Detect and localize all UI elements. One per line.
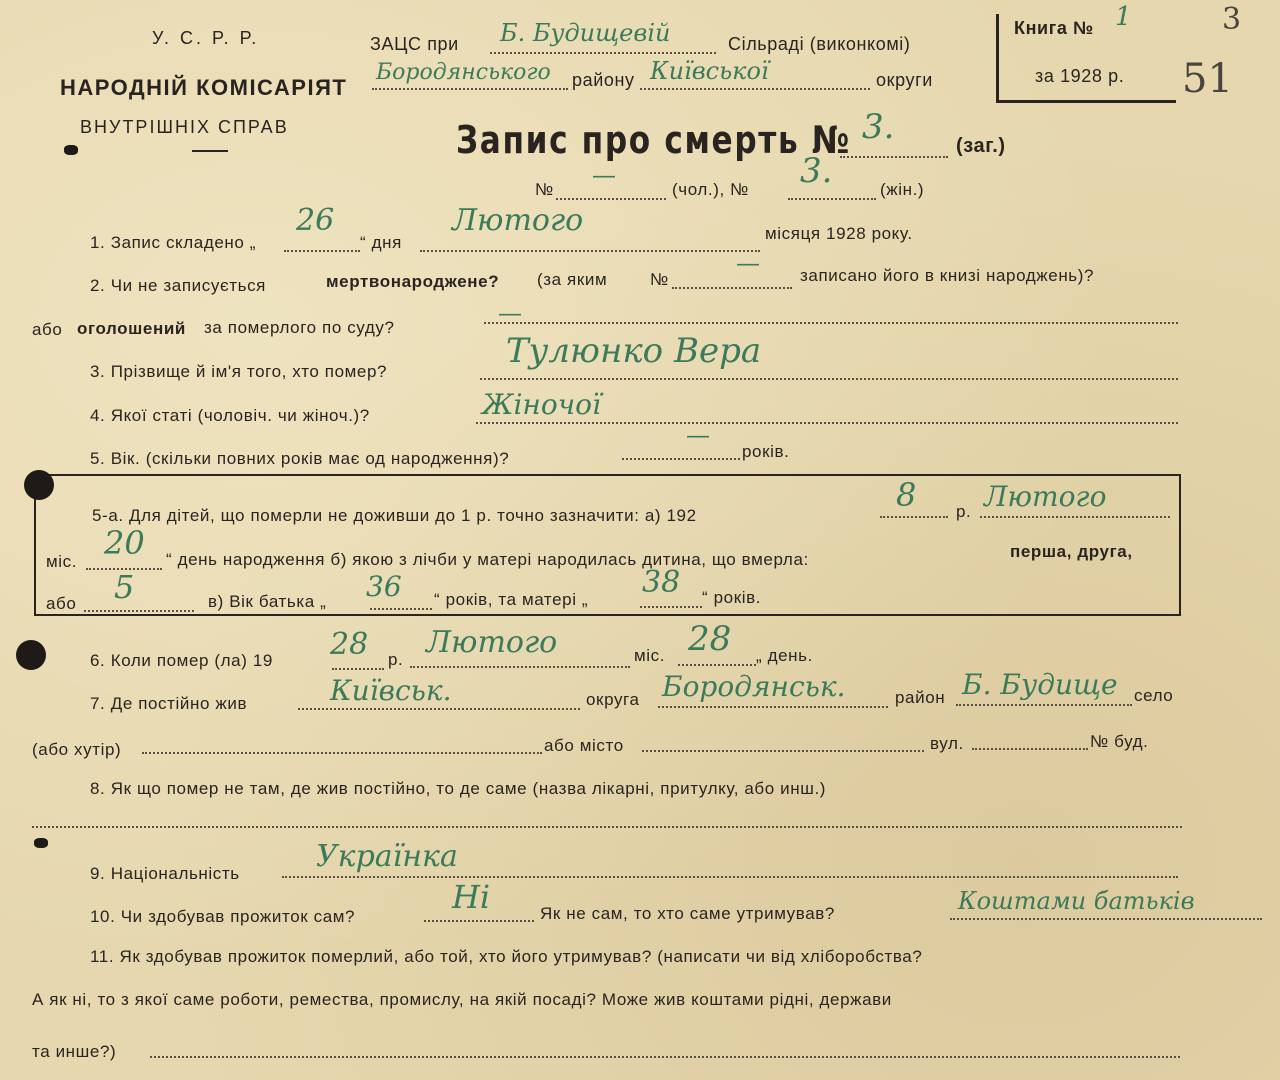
field6-c: міс.: [634, 646, 666, 665]
field1-b: “ дня: [360, 233, 402, 252]
punch-hole-upper: [24, 470, 54, 500]
book-label: Книга №: [1014, 18, 1094, 38]
book-number-handwritten: 1: [1115, 2, 1132, 32]
field10-who-handwritten: Коштами батьків: [958, 887, 1195, 915]
field6-month-line: [410, 666, 630, 668]
zags-line: [490, 52, 716, 54]
field5a3-b: в) Вік батька „: [208, 592, 327, 611]
field11-line: [150, 1056, 1180, 1058]
field7-okruga-handwritten: Київськ.: [330, 674, 452, 707]
field5a-month-line: [980, 516, 1170, 518]
field5a2-a: міс.: [46, 552, 78, 571]
field10-handwritten: Ні: [452, 878, 491, 916]
field5a3-mother-line: [640, 606, 702, 608]
field5a-year-handwritten: 8: [896, 476, 917, 514]
zags-prefix: ЗАЦС при: [370, 34, 459, 54]
book-box-bottom: [996, 100, 1176, 103]
ministry-title: НАРОДНІЙ КОМІСАРІЯТ: [60, 75, 348, 100]
field1-month-handwritten: Лютого: [452, 203, 584, 238]
field2b-line: [484, 322, 1178, 324]
field6-year-line: [332, 668, 384, 670]
field7-raion-handwritten: Бородянськ.: [662, 670, 846, 703]
field6-d: „ день.: [756, 646, 813, 665]
field7-b: округа: [586, 690, 640, 709]
field6-month-handwritten: Лютого: [426, 625, 558, 660]
field2-e: записано його в книзі народжень)?: [800, 266, 1095, 285]
ink-blot-bottom: [34, 838, 48, 848]
book-box-left: [996, 14, 999, 102]
field10-line: [424, 920, 534, 922]
field7b-hutir-line: [142, 752, 542, 754]
field6-b: р.: [388, 650, 404, 669]
field5a2-day-handwritten: 20: [104, 524, 145, 562]
field7-raion-line: [658, 706, 888, 708]
raion-line: [372, 88, 568, 90]
field3-label: 3. Прізвище й ім'я того, хто помер?: [90, 362, 388, 381]
field5a3-father-handwritten: 36: [366, 570, 402, 603]
field1-c: місяця 1928 року.: [765, 224, 913, 243]
field2b-a: або: [32, 320, 63, 339]
field8-line: [32, 826, 1182, 828]
field5a3-c: “ років, та матері „: [434, 590, 589, 609]
field5a3-mother-handwritten: 38: [642, 565, 681, 600]
record-number-line: [840, 156, 948, 158]
field11-b: А як ні, то з якої саме роботи, ремества, промислу, на якій посаді? Може жив коштами рідні, держави: [32, 990, 892, 1009]
raion-handwritten: Бородянського: [376, 60, 551, 85]
field2b-c: за померлого по суду?: [204, 318, 395, 337]
field5-line: [622, 458, 740, 460]
field11-a: 11. Як здобував прожиток померлий, або той, хто його утримував? (написати чи від хліборобства?: [90, 947, 923, 966]
field7-a: 7. Де постійно жив: [90, 694, 248, 713]
field9-line: [282, 876, 1178, 878]
book-year: за 1928 р.: [1035, 66, 1125, 86]
field9-label: 9. Національність: [90, 864, 240, 883]
okruga-label: округи: [876, 70, 933, 90]
field7b-city-line: [642, 750, 924, 752]
male-no-label: №: [535, 180, 554, 199]
pencil-mark-top: 3: [1222, 2, 1242, 37]
field7b-c: вул.: [930, 734, 964, 753]
field7b-b: або місто: [544, 736, 624, 755]
field7-c: район: [895, 688, 946, 707]
ink-blot-top: [64, 145, 78, 155]
field1-month-line: [420, 250, 760, 252]
field4-label: 4. Якої статі (чоловіч. чи жіноч.)?: [90, 406, 370, 425]
field1-day-handwritten: 26: [296, 203, 335, 238]
field2b-b: оголошений: [77, 319, 186, 338]
field5-suffix: років.: [742, 442, 790, 461]
ministry-subtitle: ВНУТРІШНІХ СПРАВ: [80, 117, 289, 137]
female-line: [788, 198, 876, 200]
header-divider: [192, 150, 228, 152]
field5a-month-handwritten: Лютого: [984, 480, 1107, 513]
field7-okruga-line: [298, 708, 580, 710]
punch-hole-lower: [16, 640, 46, 670]
okruga-line: [640, 88, 870, 90]
field5-label: 5. Вік. (скільки повних років має од народження)?: [90, 449, 510, 468]
field10-a: 10. Чи здобував прожиток сам?: [90, 907, 356, 926]
field5a2-c: перша, друга,: [1010, 542, 1133, 561]
field2-d: №: [650, 270, 669, 289]
field5a3-handwritten: 5: [114, 568, 135, 606]
field1-day-line: [284, 250, 360, 252]
field6-year-handwritten: 28: [330, 627, 369, 662]
male-handwritten: —: [592, 161, 616, 189]
ussr-header: У. С. Р. Р.: [152, 28, 260, 48]
field2-handwritten: —: [736, 249, 760, 277]
field9-handwritten: Українка: [316, 839, 458, 874]
field5a-a: 5-а. Для дітей, що померли не доживши до 1 р. точно зазначити: а) 192: [92, 506, 697, 525]
field5a3-d: “ років.: [702, 588, 762, 607]
field6-day-handwritten: 28: [688, 619, 732, 659]
field5a-year-line: [880, 516, 948, 518]
field2-b: мертвонароджене?: [326, 272, 500, 291]
field5a2-b: “ день народження б) якою з лічби у матері народилась дитина, що вмерла:: [166, 550, 809, 569]
zag-label: (заг.): [956, 135, 1006, 157]
record-title: Запис про смерть №: [456, 118, 851, 162]
field7-d: село: [1134, 686, 1174, 705]
field3-handwritten: Тулюнко Вера: [506, 331, 762, 371]
zags-suffix: Сільраді (виконкомі): [728, 34, 911, 54]
male-label: (чол.), №: [672, 180, 749, 199]
field2-a: 2. Чи не записується: [90, 276, 266, 295]
field11-c: та инше?): [32, 1042, 117, 1061]
field5a3-father-line: [370, 608, 432, 610]
raion-label: району: [572, 70, 635, 90]
okruga-handwritten: Київської: [650, 57, 769, 85]
field7-selo-handwritten: Б. Будище: [962, 668, 1118, 701]
field8-label: 8. Як що помер не там, де жив постійно, то де саме (назва лікарні, притулку, або инш.): [90, 779, 827, 798]
zags-handwritten: Б. Будищевій: [500, 19, 671, 47]
field2b-handwritten: —: [498, 299, 522, 327]
field2-line: [672, 287, 792, 289]
record-number-handwritten: 3.: [862, 107, 895, 147]
field7b-street-line: [972, 748, 1088, 750]
pencil-mark-51: 51: [1182, 56, 1233, 102]
female-handwritten: 3.: [800, 151, 833, 191]
field2-c: (за яким: [537, 270, 608, 289]
field6-a: 6. Коли помер (ла) 19: [90, 651, 273, 670]
field10-who-line: [950, 918, 1262, 920]
field3-line: [480, 378, 1178, 380]
field7-selo-line: [956, 704, 1132, 706]
field7b-d: № буд.: [1090, 732, 1149, 751]
field5a3-a: або: [46, 594, 77, 613]
male-line: [556, 198, 666, 200]
field1-a: 1. Запис складено „: [90, 233, 257, 252]
field4-line: [476, 422, 1178, 424]
female-label: (жін.): [880, 180, 925, 199]
field6-day-line: [678, 664, 756, 666]
field5a-b: р.: [956, 502, 972, 521]
field4-handwritten: Жіночої: [482, 388, 601, 421]
field10-b: Як не сам, то хто саме утримував?: [540, 904, 835, 923]
field5a3-line: [84, 610, 194, 612]
field5-handwritten: —: [686, 421, 710, 449]
field7b-a: (або хутір): [32, 740, 122, 759]
